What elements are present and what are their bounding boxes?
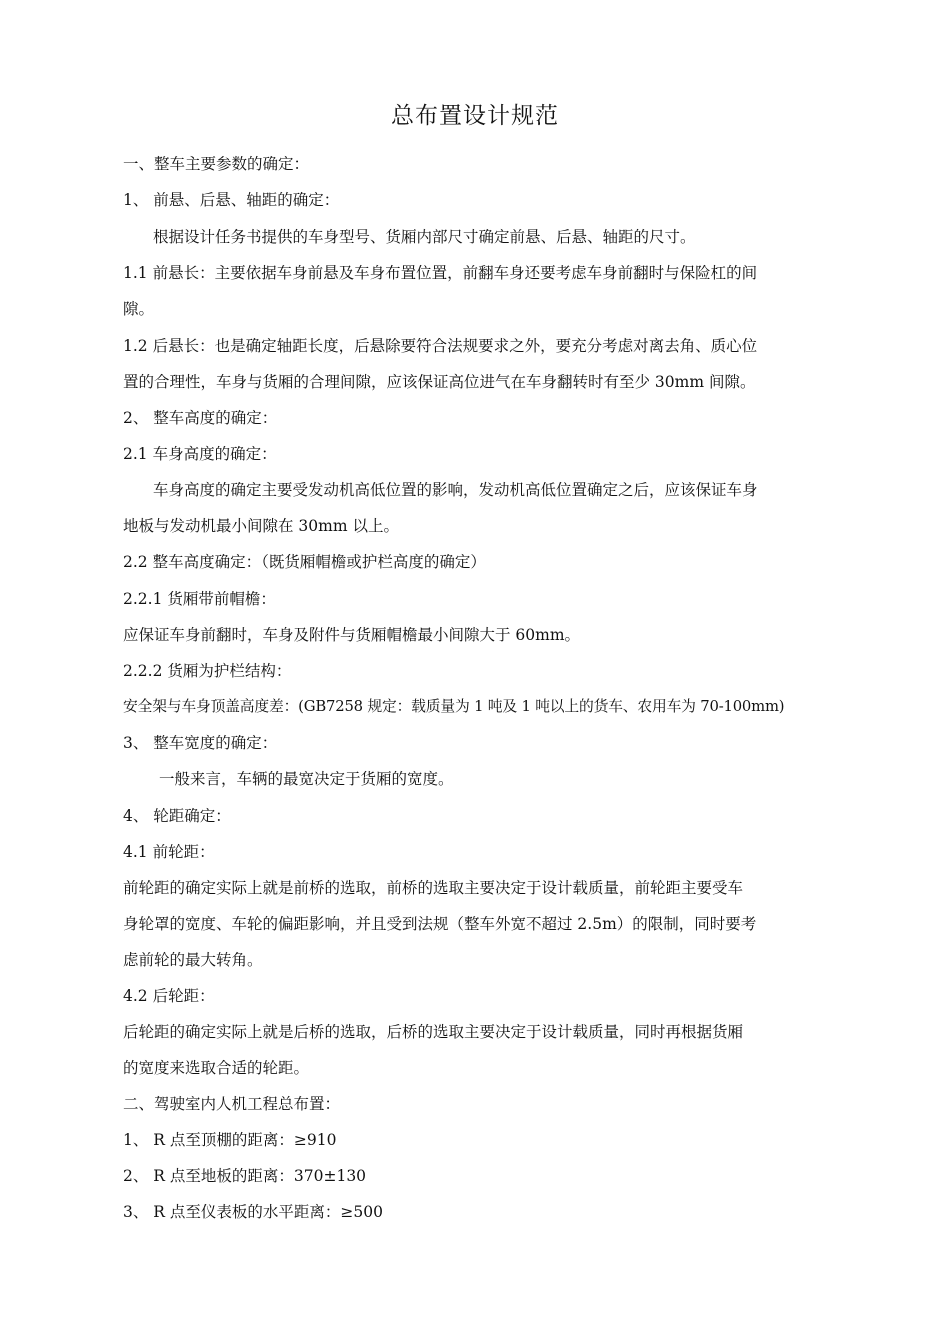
subsection-heading-2-1: 2.1 车身高度的确定： <box>123 445 277 463</box>
paragraph-line: 的宽度来选取合适的轮距。 <box>123 1059 310 1077</box>
paragraph-line: 后轮距的确定实际上就是后桥的选取，后桥的选取主要决定于设计载质量，同时再根据货厢 <box>123 1023 744 1041</box>
subsection-heading-2-2-2: 2.2.2 货厢为护栏结构： <box>123 662 292 680</box>
subsection-heading-4: 4、 轮距确定： <box>123 807 231 825</box>
paragraph-line: 车身高度的确定主要受发动机高低位置的影响，发动机高低位置确定之后，应该保证车身 <box>153 481 758 499</box>
section-heading-1: 一、整车主要参数的确定： <box>123 155 310 173</box>
paragraph-line: 一般来言，车辆的最宽决定于货厢的宽度。 <box>159 770 454 788</box>
paragraph-line: 身轮罩的宽度、车轮的偏距影响，并且受到法规（整车外宽不超过 2.5m）的限制，同时要考 <box>123 915 757 933</box>
subsection-heading-2-2-1: 2.2.1 货厢带前帽檐： <box>123 590 276 608</box>
subsection-heading-2-2: 2.2 整车高度确定：（既货厢帽檐或护栏高度的确定） <box>123 553 486 571</box>
paragraph-line: 置的合理性，车身与货厢的合理间隙，应该保证高位进气在车身翻转时有至少 30mm 间隙。 <box>123 373 756 391</box>
subsection-heading-4-1: 4.1 前轮距： <box>123 843 215 861</box>
paragraph-line: 根据设计任务书提供的车身型号、货厢内部尺寸确定前悬、后悬、轴距的尺寸。 <box>153 228 696 246</box>
paragraph-line: 应保证车身前翻时，车身及附件与货厢帽檐最小间隙大于 60mm。 <box>123 626 581 644</box>
section-heading-2: 二、驾驶室内人机工程总布置： <box>123 1095 341 1113</box>
subsection-heading-4-2: 4.2 后轮距： <box>123 987 215 1005</box>
document-title: 总布置设计规范 <box>391 103 559 129</box>
subsection-heading-3: 3、 整车宽度的确定： <box>123 734 278 752</box>
paragraph-line: 安全架与车身顶盖高度差：(GB7258 规定：载质量为 1 吨及 1 吨以上的货车、农用车为 70-100mm) <box>123 698 785 715</box>
paragraph-line: 前轮距的确定实际上就是前桥的选取，前桥的选取主要决定于设计载质量，前轮距主要受车 <box>123 879 744 897</box>
subsection-heading-1: 1、 前悬、后悬、轴距的确定： <box>123 191 340 209</box>
list-item: 1、 R 点至顶棚的距离：≥910 <box>123 1131 337 1149</box>
paragraph-line: 隙。 <box>123 300 155 318</box>
list-item: 3、 R 点至仪表板的水平距离：≥500 <box>123 1203 383 1221</box>
paragraph-line: 虑前轮的最大转角。 <box>123 951 263 969</box>
paragraph-line: 1.2 后悬长：也是确定轴距长度，后悬除要符合法规要求之外，要充分考虑对离去角、质心位 <box>123 337 758 355</box>
list-item: 2、 R 点至地板的距离：370±130 <box>123 1167 367 1185</box>
paragraph-line: 地板与发动机最小间隙在 30mm 以上。 <box>123 517 399 535</box>
subsection-heading-2: 2、 整车高度的确定： <box>123 409 278 427</box>
paragraph-line: 1.1 前悬长：主要依据车身前悬及车身布置位置，前翻车身还要考虑车身前翻时与保险杠的间 <box>123 264 758 282</box>
